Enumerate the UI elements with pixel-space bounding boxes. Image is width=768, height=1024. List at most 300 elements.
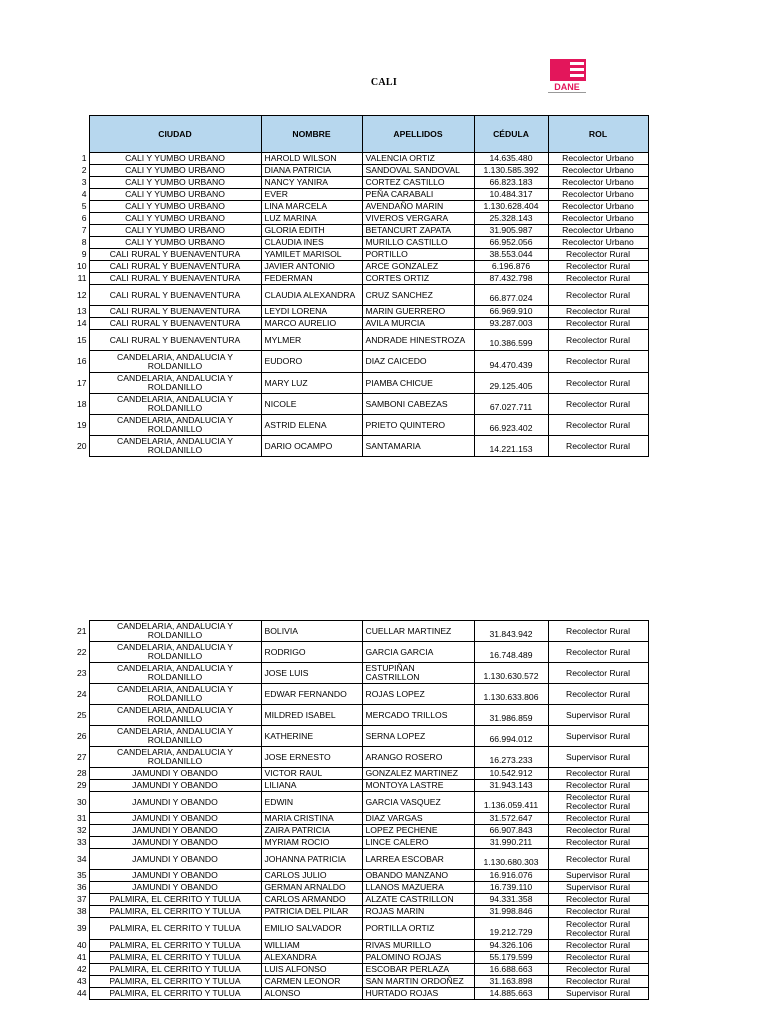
rol-cell: Recolector Rural [548,373,648,394]
cedula-value: 1.130.633.806 [483,692,539,702]
table-row [67,165,648,177]
table-row [67,849,648,870]
apellidos-cell: MURILLO CASTILLO [362,237,474,249]
ciudad-cell: JAMUNDI Y OBANDO [89,768,261,780]
cedula-cell: 31.572.647 [474,813,548,825]
ciudad-cell: CANDELARIA, ANDALUCIA Y ROLDANILLO [89,642,261,663]
nombre-cell: MYRIAM ROCIO [261,837,362,849]
row-number: 14 [76,318,87,328]
cedula-cell [474,330,548,351]
table-header-row [67,116,648,153]
cedula-cell: 31.943.143 [474,780,548,792]
ciudad-cell: JAMUNDI Y OBANDO [89,792,261,813]
rol-cell: Recolector Rural [548,621,648,642]
cedula-cell [474,394,548,415]
cedula-value: 67.027.711 [489,402,533,412]
table-row [67,373,648,394]
rol-cell: Recolector Rural [548,906,648,918]
cedula-cell: 55.179.599 [474,952,548,964]
rol-cell: Recolector Rural [548,394,648,415]
rol-cell: Recolector Urbano [548,237,648,249]
table-row [67,906,648,918]
ciudad-cell: JAMUNDI Y OBANDO [89,780,261,792]
row-number: 29 [76,780,87,790]
ciudad-cell: CALI Y YUMBO URBANO [89,213,261,225]
apellidos-cell: RIVAS MURILLO [362,940,474,952]
row-number: 38 [76,906,87,916]
personnel-table-page-1 [67,115,649,457]
cedula-cell: 14.885.663 [474,988,548,1000]
nombre-cell: NANCY YANIRA [261,177,362,189]
cedula-cell: 14.635.480 [474,153,548,165]
cedula-cell: 1.130.628.404 [474,201,548,213]
cedula-cell [474,849,548,870]
nombre-cell: CARLOS JULIO [261,870,362,882]
ciudad-cell: CANDELARIA, ANDALUCIA Y ROLDANILLO [89,415,261,436]
ciudad-cell: PALMIRA, EL CERRITO Y TULUA [89,894,261,906]
cedula-value: 14.221.153 [489,444,533,454]
table-row [67,768,648,780]
rol-cell: Recolector Urbano [548,165,648,177]
row-number: 27 [76,751,87,762]
svg-text:DANE: DANE [554,82,580,92]
nombre-cell: MARCO AURELIO [261,318,362,330]
rol-cell: Recolector Rural [548,825,648,837]
nombre-cell: GERMAN ARNALDO [261,882,362,894]
table-row [67,882,648,894]
apellidos-cell: SAMBONI CABEZAS [362,394,474,415]
apellidos-cell: PIAMBA CHICUE [362,373,474,394]
ciudad-cell: CALI Y YUMBO URBANO [89,237,261,249]
header-nombre: NOMBRE [261,116,362,153]
table-row [67,201,648,213]
cedula-cell [474,415,548,436]
apellidos-cell: BETANCURT ZAPATA [362,225,474,237]
rol-cell: Recolector Rural [548,351,648,373]
ciudad-cell: CALI RURAL Y BUENAVENTURA [89,261,261,273]
apellidos-cell: MERCADO TRILLOS [362,705,474,726]
ciudad-cell: CANDELARIA, ANDALUCIA Y ROLDANILLO [89,705,261,726]
nombre-cell: CARLOS ARMANDO [261,894,362,906]
apellidos-cell: MONTOYA LASTRE [362,780,474,792]
rol-cell: Supervisor Rural [548,988,648,1000]
apellidos-cell: ARCE GONZALEZ [362,261,474,273]
rol-cell: Recolector Rural [548,436,648,457]
table-row [67,415,648,436]
rol-cell: Supervisor Rural [548,705,648,726]
apellidos-cell: LARREA ESCOBAR [362,849,474,870]
table-row [67,394,648,415]
apellidos-cell: VIVEROS VERGARA [362,213,474,225]
rol-cell: Recolector Urbano [548,225,648,237]
row-number: 33 [76,837,87,847]
table-row [67,825,648,837]
table-row [67,318,648,330]
rol-cell: Recolector Rural [548,684,648,705]
ciudad-cell: JAMUNDI Y OBANDO [89,837,261,849]
nombre-cell: DIANA PATRICIA [261,165,362,177]
table-row [67,894,648,906]
cedula-cell: 66.952.056 [474,237,548,249]
row-number: 26 [76,730,87,741]
ciudad-cell: PALMIRA, EL CERRITO Y TULUA [89,918,261,940]
header-ciudad: CIUDAD [89,116,261,153]
table-row [67,351,648,373]
ciudad-cell: CALI RURAL Y BUENAVENTURA [89,330,261,351]
rol-cell: Recolector Urbano [548,177,648,189]
table-row [67,261,648,273]
rol-cell: Recolector Rural [548,813,648,825]
ciudad-cell: CANDELARIA, ANDALUCIA Y ROLDANILLO [89,621,261,642]
cedula-cell: 1.130.585.392 [474,165,548,177]
header-apellidos: APELLIDOS [362,116,474,153]
rol-cell: Recolector Rural [548,837,648,849]
ciudad-cell: CANDELARIA, ANDALUCIA Y ROLDANILLO [89,394,261,415]
apellidos-cell: PRIETO QUINTERO [362,415,474,436]
cedula-cell [474,684,548,705]
apellidos-cell: CORTES ORTIZ [362,273,474,285]
row-number: 13 [76,306,87,316]
row-number: 23 [76,667,87,678]
row-number-header [67,116,89,153]
cedula-cell: 16.739.110 [474,882,548,894]
nombre-cell: RODRIGO [261,642,362,663]
row-number: 31 [76,813,87,823]
dane-logo [546,59,588,94]
cedula-cell: 94.326.106 [474,940,548,952]
row-number: 36 [76,882,87,892]
table-row [67,273,648,285]
rol-cell: Recolector Rural [548,318,648,330]
apellidos-cell: SERNA LOPEZ [362,726,474,747]
apellidos-cell: GARCIA VASQUEZ [362,792,474,813]
apellidos-cell: HURTADO ROJAS [362,988,474,1000]
rol-cell: Recolector Rural [548,940,648,952]
nombre-cell: EMILIO SALVADOR [261,918,362,940]
header-rol: ROL [548,116,648,153]
cedula-value: 66.994.012 [489,734,533,744]
table-row [67,436,648,457]
cedula-value: 1.136.059.411 [483,800,539,810]
apellidos-cell: PALOMINO ROJAS [362,952,474,964]
table-row [67,249,648,261]
table-row [67,330,648,351]
apellidos-cell: CORTEZ CASTILLO [362,177,474,189]
cedula-cell [474,726,548,747]
ciudad-cell: PALMIRA, EL CERRITO Y TULUA [89,976,261,988]
table-row [67,213,648,225]
rol-cell: Supervisor Rural [548,726,648,747]
cedula-cell: 6.196.876 [474,261,548,273]
apellidos-cell: ESCOBAR PERLAZA [362,964,474,976]
cedula-cell [474,285,548,306]
table-row [67,726,648,747]
table-row [67,747,648,768]
apellidos-cell: SANTAMARIA [362,436,474,457]
ciudad-cell: PALMIRA, EL CERRITO Y TULUA [89,952,261,964]
row-number: 9 [81,249,87,259]
ciudad-cell: PALMIRA, EL CERRITO Y TULUA [89,940,261,952]
cedula-cell: 10.484.317 [474,189,548,201]
rol-cell: Recolector Rural [548,261,648,273]
cedula-cell [474,642,548,663]
ciudad-cell: CANDELARIA, ANDALUCIA Y ROLDANILLO [89,684,261,705]
apellidos-cell: DIAZ VARGAS [362,813,474,825]
cedula-cell: 66.823.183 [474,177,548,189]
rol-cell: Recolector Rural Recolector Rural [548,792,648,813]
apellidos-cell: PEÑA CARABALI [362,189,474,201]
table-row [67,621,648,642]
row-number: 1 [81,153,87,163]
nombre-cell: KATHERINE [261,726,362,747]
ciudad-cell: JAMUNDI Y OBANDO [89,825,261,837]
cedula-cell: 25.328.143 [474,213,548,225]
cedula-value: 31.986.859 [489,713,533,723]
cedula-cell [474,705,548,726]
rol-cell: Recolector Urbano [548,153,648,165]
rol-cell: Supervisor Rural [548,882,648,894]
rol-cell: Recolector Rural [548,976,648,988]
table-row [67,177,648,189]
apellidos-cell: CRUZ SANCHEZ [362,285,474,306]
nombre-cell: EDWIN [261,792,362,813]
cedula-value: 31.843.942 [489,629,533,639]
apellidos-cell: GONZALEZ MARTINEZ [362,768,474,780]
ciudad-cell: CALI RURAL Y BUENAVENTURA [89,249,261,261]
apellidos-cell: PORTILLO [362,249,474,261]
nombre-cell: JOSE LUIS [261,663,362,684]
nombre-cell: WILLIAM [261,940,362,952]
nombre-cell: HAROLD WILSON [261,153,362,165]
nombre-cell: ALEXANDRA [261,952,362,964]
ciudad-cell: CALI Y YUMBO URBANO [89,153,261,165]
apellidos-cell: ANDRADE HINESTROZA [362,330,474,351]
apellidos-cell: GARCIA GARCIA [362,642,474,663]
nombre-cell: DARIO OCAMPO [261,436,362,457]
nombre-cell: LEYDI LORENA [261,306,362,318]
nombre-cell: LUZ MARINA [261,213,362,225]
cedula-value: 16.273.233 [489,755,533,765]
row-number: 39 [76,923,87,933]
row-number: 32 [76,825,87,835]
cedula-cell: 31.905.987 [474,225,548,237]
row-number: 6 [81,213,87,223]
cedula-cell: 31.990.211 [474,837,548,849]
ciudad-cell: CANDELARIA, ANDALUCIA Y ROLDANILLO [89,373,261,394]
ciudad-cell: CALI RURAL Y BUENAVENTURA [89,306,261,318]
cedula-value: 19.212.729 [489,926,533,937]
apellidos-cell: LOPEZ PECHENE [362,825,474,837]
row-number: 12 [76,289,87,300]
nombre-cell: CLAUDIA ALEXANDRA [261,285,362,306]
nombre-cell: MARIA CRISTINA [261,813,362,825]
row-number: 22 [76,646,87,657]
table-row [67,705,648,726]
nombre-cell: MYLMER [261,330,362,351]
ciudad-cell: CANDELARIA, ANDALUCIA Y ROLDANILLO [89,747,261,768]
cedula-value: 66.877.024 [489,293,533,303]
ciudad-cell: JAMUNDI Y OBANDO [89,870,261,882]
nombre-cell: JOSE ERNESTO [261,747,362,768]
rol-cell: Recolector Urbano [548,213,648,225]
ciudad-cell: PALMIRA, EL CERRITO Y TULUA [89,988,261,1000]
nombre-cell: LUIS ALFONSO [261,964,362,976]
row-number: 16 [76,356,87,366]
row-number: 11 [77,273,87,283]
table-row [67,306,648,318]
rol-cell: Recolector Rural [548,952,648,964]
nombre-cell: MILDRED ISABEL [261,705,362,726]
row-number: 24 [76,688,87,699]
table-row [67,237,648,249]
ciudad-cell: CANDELARIA, ANDALUCIA Y ROLDANILLO [89,351,261,373]
table-row [67,285,648,306]
rol-cell: Recolector Rural [548,663,648,684]
cedula-cell [474,373,548,394]
row-number: 2 [81,165,87,175]
rol-cell: Recolector Rural [548,249,648,261]
apellidos-cell: ROJAS LOPEZ [362,684,474,705]
ciudad-cell: CANDELARIA, ANDALUCIA Y ROLDANILLO [89,663,261,684]
cedula-value: 66.923.402 [489,423,533,433]
cedula-cell: 93.287.003 [474,318,548,330]
cedula-value: 1.130.630.572 [483,671,539,681]
apellidos-cell: AVENDAÑO MARIN [362,201,474,213]
apellidos-cell: OBANDO MANZANO [362,870,474,882]
apellidos-cell: SAN MARTIN ORDOÑEZ [362,976,474,988]
cedula-cell [474,792,548,813]
cedula-cell: 16.916.076 [474,870,548,882]
ciudad-cell: JAMUNDI Y OBANDO [89,849,261,870]
apellidos-cell: MARIN GUERRERO [362,306,474,318]
cedula-value: 1.130.680.303 [483,857,539,867]
cedula-cell [474,747,548,768]
table-row [67,870,648,882]
apellidos-cell: AVILA MURCIA [362,318,474,330]
table-row [67,976,648,988]
cedula-value: 10.386.599 [489,338,533,348]
ciudad-cell: CALI Y YUMBO URBANO [89,225,261,237]
rol-cell: Recolector Rural [548,642,648,663]
table-body-page-1 [67,153,648,457]
rol-cell: Recolector Rural Recolector Rural [548,918,648,940]
table-row [67,780,648,792]
nombre-cell: EDWAR FERNANDO [261,684,362,705]
ciudad-cell: JAMUNDI Y OBANDO [89,813,261,825]
row-number: 25 [76,709,87,720]
table-row [67,153,648,165]
table-row [67,684,648,705]
table-row [67,792,648,813]
apellidos-cell: DIAZ CAICEDO [362,351,474,373]
row-number: 40 [76,940,87,950]
table-row [67,964,648,976]
nombre-cell: VICTOR RAUL [261,768,362,780]
apellidos-cell: ALZATE CASTRILLON [362,894,474,906]
rol-cell: Recolector Urbano [548,201,648,213]
ciudad-cell: CANDELARIA, ANDALUCIA Y ROLDANILLO [89,436,261,457]
row-number: 44 [76,988,87,998]
ciudad-cell: CALI Y YUMBO URBANO [89,165,261,177]
apellidos-cell: CUELLAR MARTINEZ [362,621,474,642]
cedula-cell: 87.432.798 [474,273,548,285]
table-row [67,225,648,237]
nombre-cell: BOLIVIA [261,621,362,642]
cedula-cell: 31.998.846 [474,906,548,918]
apellidos-cell: ARANGO ROSERO [362,747,474,768]
nombre-cell: JAVIER ANTONIO [261,261,362,273]
rol-cell: Recolector Rural [548,273,648,285]
cedula-cell: 66.907.843 [474,825,548,837]
header-cedula: CÉDULA [474,116,548,153]
nombre-cell: CARMEN LEONOR [261,976,362,988]
nombre-cell: FEDERMAN [261,273,362,285]
table-row [67,189,648,201]
table-row [67,952,648,964]
cedula-cell: 16.688.663 [474,964,548,976]
apellidos-cell: SANDOVAL SANDOVAL [362,165,474,177]
ciudad-cell: CALI Y YUMBO URBANO [89,201,261,213]
rol-cell: Recolector Rural [548,849,648,870]
row-number: 41 [76,952,87,962]
row-number: 35 [76,870,87,880]
row-number: 15 [76,334,87,345]
row-number: 28 [76,768,87,778]
nombre-cell: MARY LUZ [261,373,362,394]
nombre-cell: EUDORO [261,351,362,373]
cedula-value: 94.470.439 [489,359,533,370]
ciudad-cell: CALI RURAL Y BUENAVENTURA [89,318,261,330]
apellidos-cell: ROJAS MARIN [362,906,474,918]
personnel-table-page-2 [67,620,649,1000]
ciudad-cell: CALI Y YUMBO URBANO [89,189,261,201]
rol-cell: Supervisor Rural [548,870,648,882]
nombre-cell: LINA MARCELA [261,201,362,213]
row-number: 8 [81,237,87,247]
cedula-cell: 94.331.358 [474,894,548,906]
cedula-cell: 10.542.912 [474,768,548,780]
row-number: 3 [81,177,87,187]
row-number: 4 [81,189,87,199]
nombre-cell: CLAUDIA INES [261,237,362,249]
table-row [67,642,648,663]
table-row [67,813,648,825]
rol-cell: Recolector Rural [548,894,648,906]
rol-cell: Recolector Rural [548,768,648,780]
ciudad-cell: PALMIRA, EL CERRITO Y TULUA [89,906,261,918]
apellidos-cell: LLANOS MAZUERA [362,882,474,894]
row-number: 17 [76,377,87,388]
nombre-cell: JOHANNA PATRICIA [261,849,362,870]
row-number: 7 [81,225,87,235]
nombre-cell: GLORIA EDITH [261,225,362,237]
row-number: 18 [76,398,87,409]
table-body-page-2 [67,621,648,1000]
row-number: 30 [76,796,87,807]
apellidos-cell: LINCE CALERO [362,837,474,849]
ciudad-cell: CALI Y YUMBO URBANO [89,177,261,189]
nombre-cell: EVER [261,189,362,201]
cedula-cell [474,621,548,642]
row-number: 10 [76,261,87,271]
nombre-cell: ZAIRA PATRICIA [261,825,362,837]
ciudad-cell: CALI RURAL Y BUENAVENTURA [89,273,261,285]
row-number: 19 [76,419,87,430]
table-row [67,837,648,849]
row-number: 34 [76,853,87,864]
rol-cell: Supervisor Rural [548,747,648,768]
rol-cell: Recolector Rural [548,285,648,306]
